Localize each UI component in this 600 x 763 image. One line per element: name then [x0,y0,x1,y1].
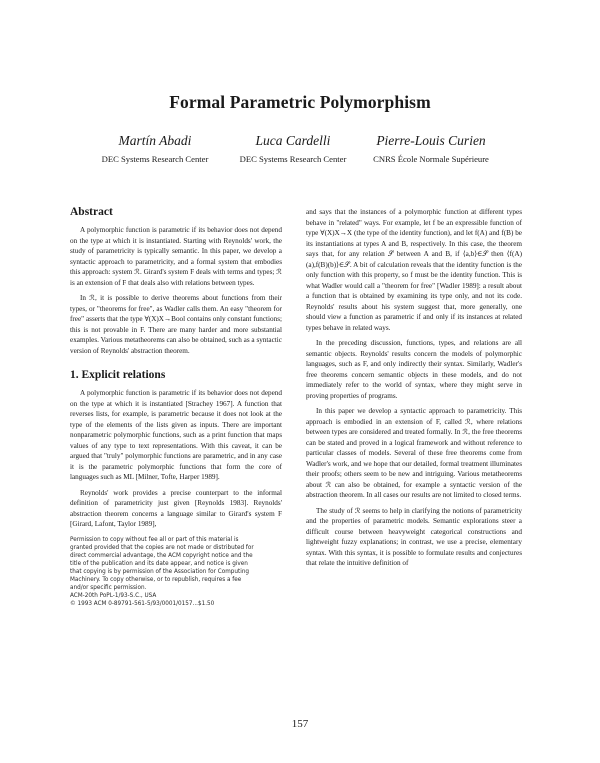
abstract-paragraph: A polymorphic function is parametric if its behavior does not depend on the type at which it is instantiated. Starting with Reynolds' work, the study of parametricity is typically semantic. In this paper, we develop a syntactic approach to parametricity, and a formal system that embodies this approach: system ℛ. Girard's system F deals with terms and types; ℛ is an extension of F that deals also with relations between types. [70,226,282,287]
footnote-line: direct commercial advantage, the ACM copyright notice and the [70,552,253,559]
body-paragraph: The study of ℛ seems to help in clarifying the notions of parametricity and the properties of parametric models. Semantic explorations steer a difficult course between heavyweight categorical constructions and lightweight fuzzy explanations; in contrast, we use a precise, elementary syntax. With this syntax, it is possible to formulate results and conjectures that relate the intuitive definition of [306,506,522,567]
author-affiliation: CNRS École Normale Supérieure [373,154,489,164]
author-3 [350,133,512,164]
footnote-line: and/or specific permission. [70,585,147,592]
author-name: Luca Cardelli [255,133,331,148]
author-2 [220,133,366,164]
body-paragraph: In this paper we develop a syntactic approach to parametricity. This approach is embodied in an extension of F, called ℛ, where relations between types are considered and treated formally. In ℛ, the free theorems can be stated and proved in a logical framework and without reference to particular classes of models. Several of these free theorems come from Wadler's work, and we hope that our detailed, formal treatment illuminates their proofs; others seem to be new and intriguing. Various metatheorems about ℛ can also be obtained, for example a syntactic version of the abstraction theorem. In all cases our results are not limited to closed terms. [306,407,522,499]
author-name: Pierre-Louis Curien [376,133,486,148]
author-affiliation: DEC Systems Research Center [101,154,209,164]
author-1 [82,133,228,164]
body-paragraph: and says that the instances of a polymorphic function at different types behave in "related" ways. For example, let f be an expressible function of type ∀(X)X→X (the type of the identity function), and let f(A) and f(B) be its instantiations at types A and B, respectively. In this case, the theorem says that, for any relation 𝒮 between A and B, if ⟨a,b⟩∈𝒮 then ⟨f(A)(a),f(B)(b)⟩∈𝒮. A bit of calculation reveals that the identity function is the only function with this property, so f must be the identity function. This is what Wadler would call a "theorem for free" [Wadler 1989]: a result about a function that is obtained by examining its type only, and not its code. Reynolds' results about his system suggest that, more generally, one should view a function as parametric if and only if its instances at related types behave in related ways. [306,208,522,332]
paper-title: Formal Parametric Polymorphism [169,92,431,112]
footnote-line: ACM-20th PoPL-1/93-S.C., USA [70,593,157,600]
section-paragraph: Reynolds' work provides a precise counterpart to the informal definition of parametricity just given [Reynolds 1983]. Reynolds' abstraction theorem concerns a language similar to Girard's system F [Girard, Lafont, Taylor 1989], [70,488,282,528]
abstract-heading: Abstract [70,206,113,218]
footnote-line: © 1993 ACM 0-89791-561-5/93/0001/0157...$1.50 [70,601,215,608]
footnote-line: Machinery. To copy otherwise, or to republish, requires a fee [70,576,242,583]
body-paragraph: In the preceding discussion, functions, types, and relations are all semantic objects. Reynolds' results concern the models of polymorphic languages, such as F, and only indirectly their syntax. Similarly, Wadler's free theorems concern semantic objects in these models, and do not immediately refer to the world of syntax, where they might serve in proving properties of programs. [306,339,522,400]
footnote-line: title of the publication and its date appear, and notice is given [70,560,248,567]
author-name: Martín Abadi [118,133,192,148]
right-column [306,207,522,569]
footnote-line: granted provided that the copies are not made or distributed for [70,544,254,551]
footnote-line: that copying is by permission of the Association for Computing [70,568,250,575]
abstract-paragraph: In ℛ, it is possible to derive theorems about functions from their types, or "theorems for free", as Wadler calls them. An easy "theorem for free" asserts that the type ∀(X)X→Bool contains only constant functions; this is not provable in F. There are many harder and more substantial examples. Various metatheorems can also be obtained, such as a syntactic version of Reynolds' abstraction theorem. [70,294,282,355]
page-number: 157 [291,718,309,730]
copyright-footnote [70,536,282,609]
footnote-line: Permission to copy without fee all or part of this material is [70,536,239,543]
left-column [70,205,282,608]
author-affiliation: DEC Systems Research Center [239,154,347,164]
section-heading: 1. Explicit relations [70,369,166,381]
section-paragraph: A polymorphic function is parametric if its behavior does not depend on the type at which it is instantiated [Strachey 1967]. A function that reverses lists, for example, is parametric because it does not look at the type of the elements of the lists given as inputs. There are important nonparametric polymorphic functions, such as a print function that maps values of any type to text representations. With this caveat, it can be argued that "truly" polymorphic functions are parametric, and in any case it is the parametric polymorphic functions that form the core of languages such as ML [Milner, Tofte, Harper 1989]. [70,389,282,481]
